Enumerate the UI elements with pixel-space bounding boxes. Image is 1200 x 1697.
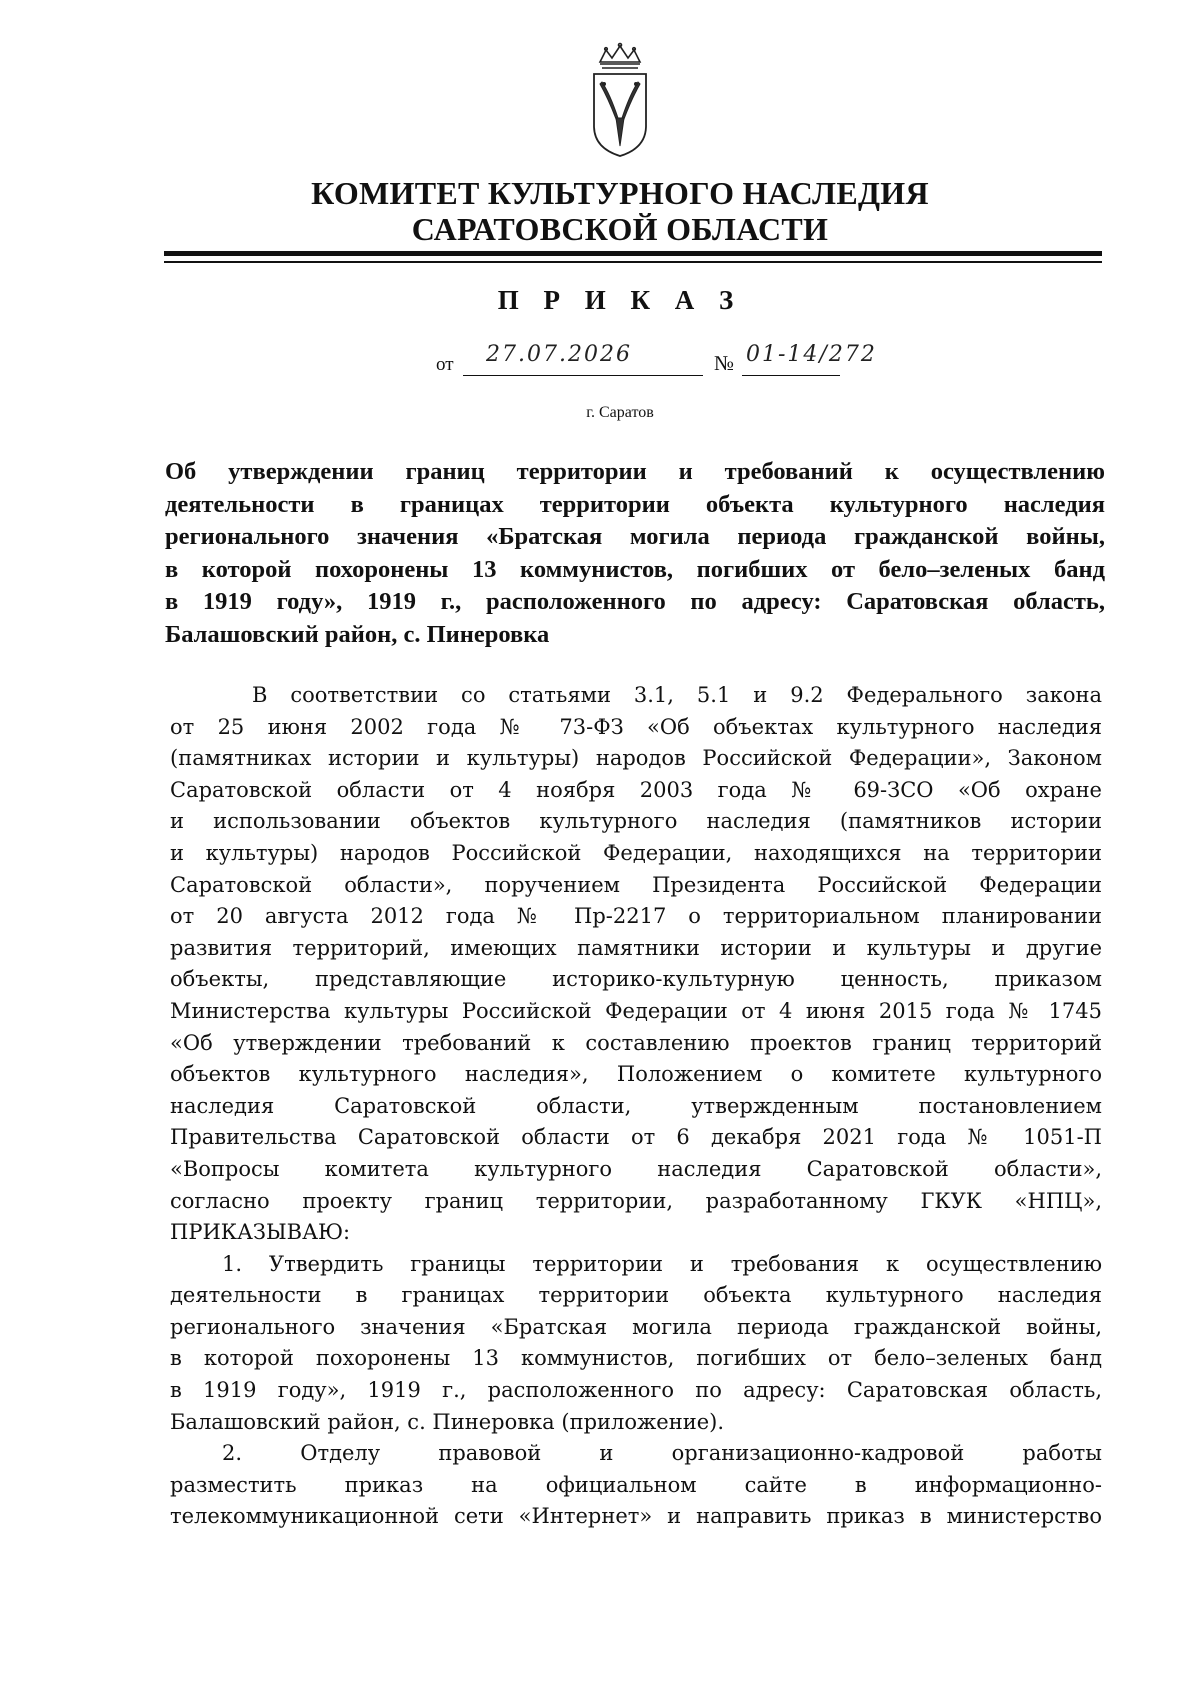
body-line: и использовании объектов культурного наследия (памятников истории [170, 809, 1102, 834]
body-line: регионального значения «Братская могила периода гражданской войны, [170, 1314, 1102, 1339]
header-divider-thin [164, 261, 1102, 263]
title-line: Об утверждении границ территории и требований к осуществлению [165, 458, 1105, 485]
date-underline [463, 375, 703, 376]
body-line: объекты, представляющие историко-культурную ценность, приказом [170, 967, 1102, 992]
document-body [170, 680, 1102, 1533]
organization-name-line-2: САРАТОВСКОЙ ОБЛАСТИ [411, 211, 829, 247]
body-line: В соответствии со статьями 3.1, 5.1 и 9.2 Федерального закона [252, 683, 1102, 707]
coat-of-arms-emblem [588, 42, 652, 160]
body-line: и культуры) народов Российской Федерации, находящихся на территории [170, 840, 1102, 865]
body-line: телекоммуникационной сети «Интернет» и направить приказ в министерство [170, 1504, 1102, 1529]
body-line: согласно проекту границ территории, разработанному ГКУК «НПЦ», [170, 1188, 1102, 1213]
organization-name-line-1: КОМИТЕТ КУЛЬТУРНОГО НАСЛЕДИЯ [311, 175, 929, 211]
title-line: Балашовский район, с. Пинеровка [165, 620, 550, 648]
date-number-line [0, 342, 1200, 378]
title-line: в которой похоронены 13 коммунистов, погибших от бело–зеленых банд [165, 555, 1105, 583]
body-line: Балашовский район, с. Пинеровка (приложение). [170, 1409, 725, 1434]
document-type-heading: П Р И К А З [497, 285, 743, 315]
body-line: (памятниках истории и культуры) народов Российской Федерации», Законом [170, 746, 1102, 771]
number-underline [742, 375, 840, 376]
title-line: деятельности в границах территории объекта культурного наследия [165, 490, 1105, 518]
body-line: Саратовской области», поручением Президента Российской Федерации [170, 872, 1102, 897]
city-label: г. Саратов [586, 404, 654, 421]
body-line: от 20 августа 2012 года № Пр-2217 о территориальном планировании [170, 904, 1102, 929]
body-line: наследия Саратовской области, утвержденным постановлением [170, 1093, 1102, 1118]
body-line: деятельности в границах территории объекта культурного наследия [170, 1283, 1102, 1308]
title-line: регионального значения «Братская могила периода гражданской войны, [165, 523, 1105, 551]
handwritten-number: 01-14/272 [746, 342, 877, 367]
handwritten-date: 27.07.2026 [486, 342, 632, 367]
body-line: «Об утверждении требований к составлению проектов границ территорий [170, 1030, 1102, 1055]
header-divider-thick [164, 251, 1102, 256]
body-line: от 25 июня 2002 года № 73-ФЗ «Об объектах культурного наследия [170, 714, 1102, 739]
body-line: в 1919 году», 1919 г., расположенного по адресу: Саратовская область, [170, 1378, 1102, 1403]
body-line: 2. Отделу правовой и организационно-кадровой работы [222, 1441, 1102, 1466]
date-prefix: от [436, 354, 454, 375]
body-line: «Вопросы комитета культурного наследия Саратовской области», [170, 1156, 1102, 1181]
body-line: ПРИКАЗЫВАЮ: [170, 1220, 351, 1245]
number-prefix: № [714, 351, 735, 375]
body-line: Правительства Саратовской области от 6 декабря 2021 года № 1051-П [170, 1125, 1102, 1150]
body-line: развития территорий, имеющих памятники истории и культуры и другие [170, 935, 1102, 960]
title-line: в 1919 году», 1919 г., расположенного по адресу: Саратовская область, [165, 588, 1105, 616]
document-title [165, 456, 1105, 652]
body-line: 1. Утвердить границы территории и требования к осуществлению [222, 1251, 1102, 1276]
body-line: Саратовской области от 4 ноября 2003 года № 69-ЗСО «Об охране [170, 777, 1102, 802]
body-line: разместить приказ на официальном сайте в информационно- [170, 1472, 1102, 1497]
body-line: Министерства культуры Российской Федерации от 4 июня 2015 года № 1745 [170, 998, 1102, 1023]
body-line: в которой похоронены 13 коммунистов, погибших от бело–зеленых банд [170, 1346, 1102, 1371]
body-line: объектов культурного наследия», Положением о комитете культурного [170, 1062, 1102, 1087]
